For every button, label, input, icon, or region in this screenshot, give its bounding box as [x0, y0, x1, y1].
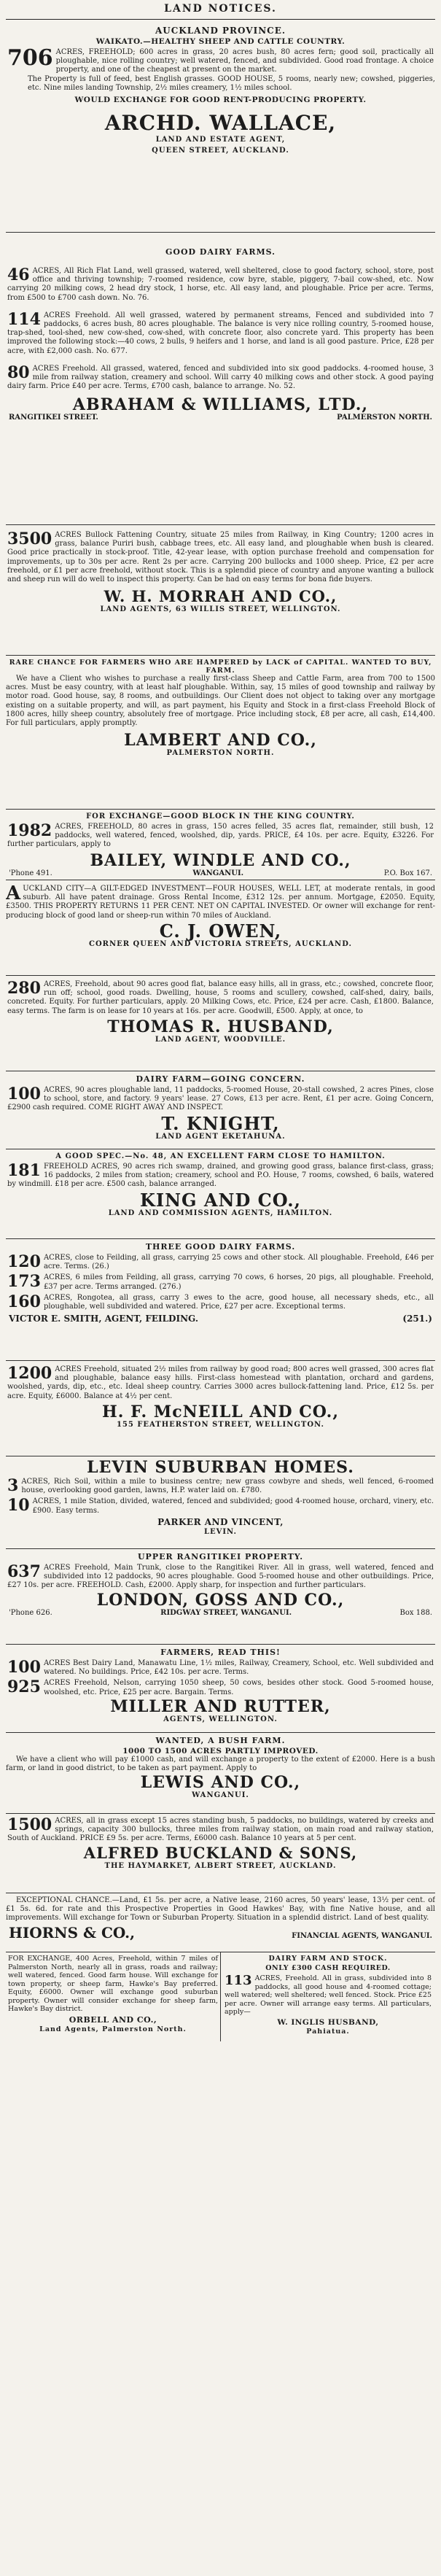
ad-exceptional-chance [6, 1893, 435, 1952]
acreage-number: 46 [7, 265, 30, 284]
agent-name: PARKER AND VINCENT, [157, 1516, 284, 1527]
ad-wanted-farm [6, 656, 435, 810]
agent-name: W. INGLIS HUSBAND, [277, 2017, 379, 2027]
acreage-number: 80 [7, 362, 30, 382]
agent-name: LEWIS AND CO., [140, 1773, 301, 1793]
ad-section: A GOOD SPEC.—No. 48, AN EXCELLENT FARM CLOSE TO HAMILTON. [55, 1152, 386, 1160]
ad-section: FARMERS, READ THIS! [160, 1648, 281, 1657]
ad-body [7, 531, 434, 584]
ad-text: EXCEPTIONAL CHANCE.—Land, £1 5s. per acre, a Native lease, 2160 acres, 50 years' lease, 13½ per cent. of £1 5s. 6d. for rate and this Prospective Properties in Good Hawkes' Bay, with fine Native house, and all improvements. Will exchange for Town or Suburban Property. Situation in a splendid district. Land of best quality. [6, 1896, 435, 1923]
ad-body [7, 1817, 434, 1844]
acreage-number: 706 [7, 45, 53, 71]
acreage-number: 3500 [7, 529, 52, 548]
agent-address: LAND AGENTS, 63 WILLIS STREET, WELLINGTON. [100, 605, 341, 614]
lot-46 [7, 267, 434, 303]
acreage-number: 100 [7, 1085, 41, 1103]
ad-buckland [6, 1814, 435, 1893]
ad-text: ACRES Bullock Fattening Country, situate 25 miles from Railway, in King Country; 1200 acres in grass, balance Puriri bush, cabbage trees, etc. All easy land, and ploughable when bush is cleared. Good price practically in stock-proof. Title, 42-year lease, with option purchase freehold and compensation for improvements, up to 30s per acre. Rent 2s per acre. Carrying 200 bullocks and 1000 sheep. Price, £2 per acre freehold, or £1 per acre freehold, without stock. This is a splendid piece of country and anyone wanting a bullock and sheep run will do well to inspect this property. Can be had on easy terms for bona fide buyers. [7, 531, 434, 584]
agent-name: LAMBERT AND CO., [124, 731, 317, 750]
agent-name: HIORNS & CO., [9, 1923, 136, 1941]
agent-address-row [9, 869, 432, 877]
ad-body [225, 1974, 432, 2017]
agent-town: Pahiatua. [306, 2027, 350, 2036]
lot-text: ACRES, 6 miles from Feilding, all grass, carrying 70 cows, 6 horses, 20 pigs, all ploughable. Freehold, £37 per acre. Terms arranged. (276.) [43, 1273, 434, 1291]
agent-name: MILLER AND RUTTER, [110, 1696, 331, 1716]
ad-text: FREEHOLD ACRES, 90 acres rich swamp, drained, and growing good grass, balance first-class, grass; 16 paddocks, 2 miles from station; creamery, school and P.O. House, 7 rooms, cowshed, 6 bails, watered by windmill. £18 per acre. £500 cash, balance arranged. [7, 1163, 434, 1189]
lot-text: ACRES, 1 mile Station, divided, watered, fenced and subdivided; good 4-roomed house, orchard, vinery, etc. £900. Easy terms. [32, 1497, 434, 1515]
agent-ref: (251.) [402, 1314, 432, 1324]
ad-subtitle: WAIKATO.—HEALTHY SHEEP AND CATTLE COUNTRY. [95, 37, 346, 46]
ad-orbell-exchange [6, 1952, 220, 2041]
agent-town: WANGANUI. [192, 869, 244, 877]
lot-text: ACRES, All Rich Flat Land, well grassed, watered, well sheltered, close to good factory, school, store, post office and thriving township; 7-roomed residence, cow byre, stable, piggery, 7-bail cow-shed, etc. Now carrying 20 milking cows, 2 head dry stock, 1 horse, etc. All easy land, and ploughable. Price per acre. Terms, from £500 to £700 cash down. No. 76. [7, 267, 434, 302]
ad-section: RARE CHANCE FOR FARMERS WHO ARE HAMPERED by LACK of CAPITAL. WANTED TO BUY, FARM. [9, 659, 432, 675]
ad-section: UPPER RANGITIKEI PROPERTY. [137, 1552, 304, 1561]
lot-120 [7, 1254, 434, 1271]
agent-name: T. KNIGHT, [161, 1112, 280, 1134]
agent-address: LAND AGENT, WOODVILLE. [155, 1035, 286, 1044]
agent-address: CORNER QUEEN AND VICTORIA STREETS, AUCKLAND. [88, 939, 352, 948]
agent-address: AGENTS, WELLINGTON. [163, 1715, 278, 1723]
ad-text: ACRES, Freehold. All in grass, subdivided into 8 paddocks, all good house and 4-roomed cottage; well watered; well sheltered; well fenced. Stock. Price £25 per acre. Owner will arrange easy terms. All particulars, apply— [225, 1974, 432, 2016]
agent-address: Land Agents, Palmerston North. [39, 2025, 187, 2033]
ad-text: ACRES Freehold, situated 2½ miles from railway by good road; 800 acres well grassed, 300 acres flat and ploughable, balance easy hills. First-class homestead with plantation, orchard and gardens, woolshed, yards, dip, etc., etc. Ideal sheep country. Carries 3000 acres bullock-fattening land. Price, £12 5s. per acre. Equity, £6000. Balance at 4½ per cent. [7, 1365, 434, 1400]
lot-text: ACRES, Rich Soil, within a mile to business centre; new grass cowbyre and sheds, well fenced, 6-roomed house, overlooking good garden, lawns, H.P. water laid on. £780. [21, 1478, 434, 1495]
ad-good-dairy-farms [6, 233, 435, 525]
lot-925 [7, 1679, 434, 1696]
agent-name: THOMAS R. HUSBAND, [107, 1017, 334, 1036]
acreage-number: 637 [7, 1562, 41, 1581]
acreage-number: 160 [7, 1292, 41, 1311]
agent-address-row [9, 1609, 432, 1617]
ad-subsection: ONLY £300 CASH REQUIRED. [265, 1964, 391, 1972]
agent-town: WANGANUI. [192, 1791, 249, 1800]
ad-section: GOOD DAIRY FARMS. [165, 247, 276, 257]
acreage-number: 3 [7, 1476, 19, 1495]
agent-name: C. J. OWEN, [159, 920, 282, 942]
ad-section: FOR EXCHANGE—GOOD BLOCK IN THE KING COUNTRY. [86, 812, 355, 820]
agent-address: THE HAYMARKET, ALBERT STREET, AUCKLAND. [104, 1861, 337, 1870]
agent-phone: 'Phone 491. [9, 869, 52, 877]
ad-sheep-country [6, 1361, 435, 1456]
acreage-number: 113 [225, 1973, 252, 1988]
ad-body [7, 1163, 434, 1190]
ad-dairy-farm-stock [220, 1952, 435, 2041]
newspaper-page [6, 0, 435, 2041]
agent-name: LONDON, GOSS AND CO., [96, 1590, 345, 1610]
agent-name: BAILEY, WINDLE AND CO., [90, 850, 351, 870]
ad-text: ACRES, 90 acres ploughable land, 11 paddocks, 5-roomed House, 20-stall cowshed, 2 acres Pines, close to school, store, and factory. 9 years' lease. 27 Cows, £13 per acre. Rent, £1 per acre. Going Concern, £2900 cash required. COME RIGHT AWAY AND INSPECT. [7, 1086, 434, 1112]
acreage-number: 1982 [7, 821, 52, 840]
ad-title: LEVIN SUBURBAN HOMES. [87, 1458, 354, 1477]
lot-173 [7, 1273, 434, 1291]
ad-section: DAIRY FARM—GOING CONCERN. [136, 1074, 305, 1084]
ad-levin-suburban [6, 1456, 435, 1549]
acreage-number: 1500 [7, 1815, 52, 1834]
lot-text: ACRES Best Dairy Land, Manawatu Line, 1½ miles, Railway, Creamery, School, etc. Well subdivided and watered. No buildings. Price, £42 10s. per acre. Terms. [43, 1659, 434, 1677]
ad-exchange-note: WOULD EXCHANGE FOR GOOD RENT-PRODUCING PROPERTY. [74, 96, 367, 105]
lot-114 [7, 311, 434, 356]
agent-address: PALMERSTON NORTH. [166, 749, 275, 758]
agent-street: RIDGWAY STREET, WANGANUI. [160, 1608, 292, 1617]
agent-name: ORBELL AND CO., [69, 2014, 157, 2025]
ad-wanted-bush-farm [6, 1733, 435, 1814]
lot-10 [7, 1497, 434, 1515]
ad-farmers-read-this [6, 1645, 435, 1733]
lot-text: ACRES Freehold, Nelson, carrying 1050 sheep, 50 cows, besides other stock. Good 5-roomed house, woolshed, etc. Price, £25 per acre. Bargain. Terms. [43, 1679, 434, 1696]
agent-phone: 'Phone 626. [9, 1608, 52, 1617]
acreage-number: 114 [7, 309, 41, 329]
lot-text: ACRES Freehold. All grassed, watered, fenced and subdivided into six good paddocks. 4-roomed house, 3 mile from railway station, creamery and school. Will carry 40 milking cows and other stock. A good paying dairy farm. Price £40 per acre. Terms, £700 cash, balance to arrange. No. 52. [7, 364, 434, 391]
lot-text: ACRES Freehold. All well grassed, watered by permanent streams, Fenced and subdivided into 7 paddocks, 6 acres bush, 80 acres ploughable. The balance is very nice rolling country, 5-roomed house, trap-shed, tool-shed, new cow-shed, cow-shed, with concrete floor, also concrete yard. This property has been improved the following stock:—40 cows, 2 bulls, 9 heifers and 1 horse, and land is all good pasture. Price, £28 per acre, with £2,000 cash. No. 677. [7, 311, 434, 355]
acreage-number: 173 [7, 1272, 41, 1292]
ad-section: WANTED, A BUSH FARM. [155, 1736, 286, 1745]
agent-name: H. F. McNEILL AND CO., [102, 1402, 339, 1421]
acreage-number: 100 [7, 1658, 41, 1677]
agent-row [9, 1924, 432, 1941]
ad-text: We have a client who will pay £1000 cash, and will exchange a property to the extent of £2000. Here is a bush farm, or land in good district, to be taken as part payment. Apply to [6, 1756, 435, 1773]
agent-address: QUEEN STREET, AUCKLAND. [152, 147, 289, 155]
ad-woodville-farm [6, 976, 435, 1071]
ad-bullock-country [6, 525, 435, 656]
ad-text: ACRES, FREEHOLD; 600 acres in grass, 20 acres bush, 80 acres fern; good soil, practically all ploughable, nice rolling country; well watered, fenced, and subdivided. Good road frontage. A choice property, and one of the cheapest at present on the market. [55, 48, 434, 74]
agent-street: RANGITIKEI STREET. [9, 414, 98, 422]
ad-text: ACRES Freehold, Main Trunk, close to the Rangitikei River. All in grass, well watered, fenced and subdivided into 12 paddocks, 90 acres ploughable. Good 5-roomed house and other outbuildings. Price, £27 10s. per acre. FREEHOLD. Cash, £2000. Apply sharp, for inspection and further particulars. [7, 1564, 434, 1590]
ad-three-dairy-farms [6, 1239, 435, 1361]
lot-160 [7, 1294, 434, 1311]
agent-title: LAND AND ESTATE AGENT, [155, 136, 286, 144]
acreage-number: 10 [7, 1496, 30, 1516]
agent-name: ARCHD. WALLACE, [104, 111, 337, 136]
agent-name: W. H. MORRAH AND CO., [104, 587, 337, 606]
ad-body [7, 1564, 434, 1591]
agent-box: P.O. Box 167. [383, 869, 432, 877]
page-header: LAND NOTICES. [164, 3, 277, 15]
agent-town: LEVIN. [203, 1527, 238, 1536]
agent-address-row [9, 414, 432, 422]
ad-upper-rangitikei [6, 1549, 435, 1645]
ad-body [7, 1365, 434, 1401]
acreage-number: 280 [7, 979, 41, 998]
agent-name: KING AND CO., [140, 1189, 301, 1211]
agent-address: 155 FEATHERSTON STREET, WELLINGTON. [116, 1420, 325, 1429]
ad-body [7, 45, 434, 75]
agent-name: ALFRED BUCKLAND & SONS, [83, 1843, 358, 1862]
ad-text: AUCKLAND CITY—A GILT-EDGED INVESTMENT—FOUR HOUSES, WELL LET, at moderate rentals, in good suburb. All have patent drainage. Gross Rental Income, £312 12s. per annum. Mortgage, £2050. Equity, £3500. THIS PROPERTY RETURNS 11 PER CENT. NET ON CAPITAL INVESTED. Or owner will exchange for rent-producing block of good land or sheep-run within 70 miles of Auckland. [6, 882, 435, 920]
lot-text: ACRES, close to Feilding, all grass, carrying 25 cows and other stock. All ploughable. Freehold, £46 per acre. Terms. (26.) [43, 1254, 434, 1271]
acreage-number: 181 [7, 1161, 41, 1180]
ad-auckland-city [6, 880, 435, 976]
lot-80 [7, 362, 434, 392]
ad-body [7, 1086, 434, 1113]
agent-title: FINANCIAL AGENTS, WANGANUI. [292, 1931, 432, 1940]
agent-row [9, 1314, 432, 1324]
ad-king-country-exchange [6, 810, 435, 880]
ad-text: We have a Client who wishes to purchase a really first-class Sheep and Cattle Farm, area from 700 to 1500 acres. Must be easy country, with at least half ploughable. Within, say, 15 miles of good township and railway by motor road. Good house, say, 8 rooms, and outbuildings. Our Client does not object to taking over any mortgage existing on a suitable property, and will, as part payment, his Equity and Stock in a first-class Freehold Block of 1800 acres, hilly sheep country, absolutely free of mortgage. Price including stock, £8 per acre, all cash, £14,400. For full particulars, apply promptly. [6, 675, 435, 728]
agent-address: LAND AGENT EKETAHUNA. [155, 1132, 286, 1141]
agent-box: Box 188. [399, 1608, 432, 1617]
acreage-number: 925 [7, 1677, 41, 1697]
ad-two-column [6, 1952, 435, 2041]
lot-3 [7, 1478, 434, 1495]
ad-waikato [6, 20, 435, 233]
agent-address: LAND AND COMMISSION AGENTS, HAMILTON. [108, 1209, 333, 1217]
ad-body [7, 980, 434, 1016]
ad-text-2: The Property is full of feed, best English grasses. GOOD HOUSE, 5 rooms, nearly new; cowshed, piggeries, etc. Nine miles landing Township, 2½ miles creamery, 1½ miles school. [28, 74, 435, 92]
ad-text: ACRES, FREEHOLD, 80 acres in grass, 150 acres felled, 35 acres flat, remainder, still bush, 12 paddocks, well watered, fenced, woolshed, dip, yards. PRICE, £4 10s. per acre. Equity, £3226. For further particulars, apply to [7, 823, 434, 849]
lot-100 [7, 1659, 434, 1677]
agent-name: ABRAHAM & WILLIAMS, LTD., [72, 395, 369, 415]
ad-subsection: 1000 TO 1500 ACRES PARTLY IMPROVED. [122, 1747, 319, 1756]
acreage-number: 1200 [7, 1364, 52, 1383]
ad-text: FOR EXCHANGE, 400 Acres, Freehold, within 7 miles of Palmerston North, nearly all in grass, roads and railway; well watered, fenced. Good farm house. Will exchange for town property, or sheep farm, Hawke's Bay preferred. Equity, £6000. Owner will exchange good suburban property. Owner will consider exchange for sheep farm, Hawke's Bay district. [8, 1955, 218, 2013]
ad-section: DAIRY FARM AND STOCK. [268, 1955, 388, 1963]
acreage-number: 120 [7, 1252, 41, 1271]
ad-text: ACRES, Freehold, about 90 acres good flat, balance easy hills, all in grass, etc.; cowshed, concrete floor, run off; school, good roads. Dwelling, house, 5 rooms and scullery, cowshed, calf-shed, dairy, bails, concreted. Equity. For further particulars, apply. 20 Milking Cows, etc. Price, £24 per acre. Cash, £1800. Balance, easy terms. The farm is on lease for 10 years at 16s. per acre. Goodwill, £500. Apply, at once, to [7, 980, 434, 1015]
ad-section: AUCKLAND PROVINCE. [155, 26, 286, 36]
ad-hamilton-farm [6, 1149, 435, 1239]
ad-text: ACRES, all in grass except 15 acres standing bush, 5 paddocks, no buildings, watered by creeks and springs, capacity 300 bullocks, three miles from railway station, on main road and railway station, South of Auckland. PRICE £9 5s. per acre. Terms, £6000 cash. Balance 10 years at 5 per cent. [7, 1817, 434, 1843]
agent-town: PALMERSTON NORTH. [337, 414, 432, 422]
ad-body [7, 823, 434, 850]
agent-name: VICTOR E. SMITH, AGENT, FEILDING. [9, 1314, 199, 1324]
ad-dairy-going-concern [6, 1071, 435, 1149]
ad-section: THREE GOOD DAIRY FARMS. [145, 1242, 296, 1252]
lot-text: ACRES, Rongotea, all grass, carry 3 ewes to the acre, good house, all necessary sheds, etc., all ploughable, well subdivided and watered. Price, £27 per acre. Exceptional terms. [43, 1293, 434, 1311]
